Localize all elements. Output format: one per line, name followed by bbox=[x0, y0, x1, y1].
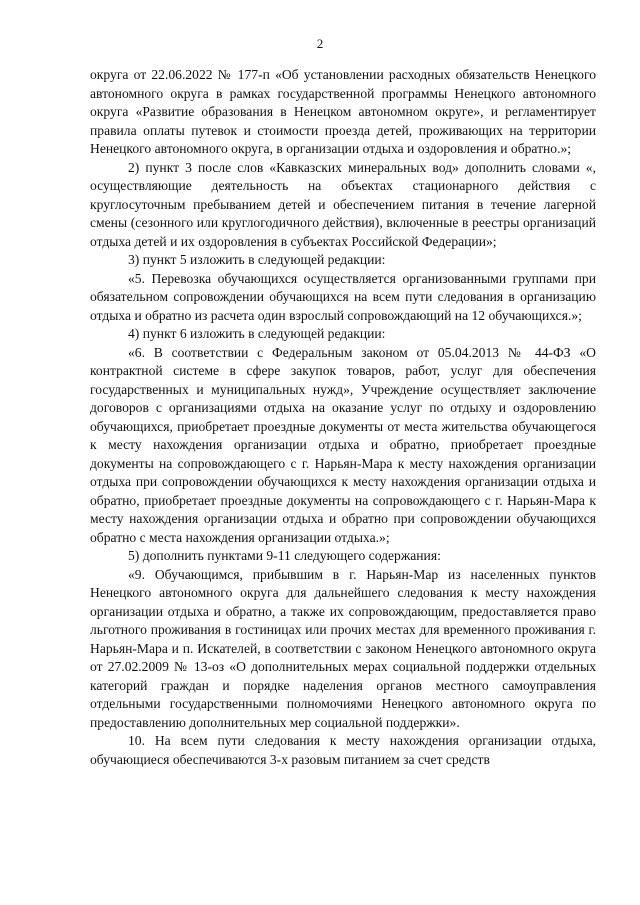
paragraph-item-3: 3) пункт 5 изложить в следующей редакции: bbox=[128, 252, 386, 267]
paragraph-clause-10: 10. На всем пути следования к месту нахождения организации отдыха, обучающиеся обеспечиваются 3-х разовым питанием за счет средств bbox=[90, 733, 596, 767]
paragraph-continuation: округа от 22.06.2022 № 177-п «Об установлении расходных обязательств Ненецкого автономного округа в рамках государственной программы Ненецкого автономного округа «Развитие образования в Ненецком автономном округе», и регламентирует правила оплаты путевок и стоимости проезда детей, проживающих на территории Ненецкого автономного округа, в организации отдыха и оздоровления и обратно.»; bbox=[90, 67, 596, 156]
paragraph-clause-5: «5. Перевозка обучающихся осуществляется организованными группами при обязательном сопровождении обучающихся на всем пути следования в организацию отдыха и обратно из расчета один взрослый сопровождающий на 12 обучающихся.»; bbox=[90, 270, 596, 323]
page-number: 2 bbox=[316, 36, 324, 51]
paragraph-item-4: 4) пункт 6 изложить в следующей редакции: bbox=[128, 326, 386, 341]
paragraph-clause-9: «9. Обучающимся, прибывшим в г. Нарьян-Мар из населенных пунктов Ненецкого автономного округа для дальнейшего следования к месту нахождения организации отдыха и обратно, а также их сопровождающим, предоставляется право льготного проживания в гостиницах или прочих местах для временного проживания г. Нарьян-Мара и п. Искателей, в соответствии с законом Ненецкого автономного округа от 27.02.2009 № 13-оз «О дополнительных мерах социальной поддержки отдельных категорий граждан и порядке наделения органов местного самоуправления отдельными государственными полномочиями Ненецкого автономного округа по предоставлению дополнительных мер социальной поддержки». bbox=[90, 566, 596, 730]
paragraph-item-2: 2) пункт 3 после слов «Кавказских минеральных вод» дополнить словами «, осуществляющие деятельность на объектах стационарного действия с круглосуточным пребыванием детей и обеспечением питания в течение лагерной смены (сезонного или круглогодичного действия), включенные в реестры организаций отдыха детей и их оздоровления в субъектах Российской Федерации»; bbox=[90, 159, 596, 249]
paragraph-clause-6: «6. В соответствии с Федеральным законом от 05.04.2013 № 44-ФЗ «О контрактной системе в сфере закупок товаров, работ, услуг для обеспечения государственных и муниципальных нужд», Учреждение осуществляет заключение договоров с организациями отдыха на оказание услуг по отдыху и оздоровлению обучающихся, приобретает проездные документы от места жительства обучающегося к месту нахождения организации отдыха и обратно, приобретает проездные документы на сопровождающего с г. Нарьян-Мара к месту нахождения организации отдыха при сопровождении обучающихся к месту нахождения организации отдыха и обратно, приобретает проездные документы на сопровождающего с г. Нарьян-Мара к месту нахождения организации отдыха и обратно при сопровождении обучающихся обратно с места нахождения организации отдыха.»; bbox=[90, 344, 596, 545]
document-body bbox=[90, 66, 596, 769]
paragraph-item-5: 5) дополнить пунктами 9-11 следующего содержания: bbox=[128, 548, 441, 563]
